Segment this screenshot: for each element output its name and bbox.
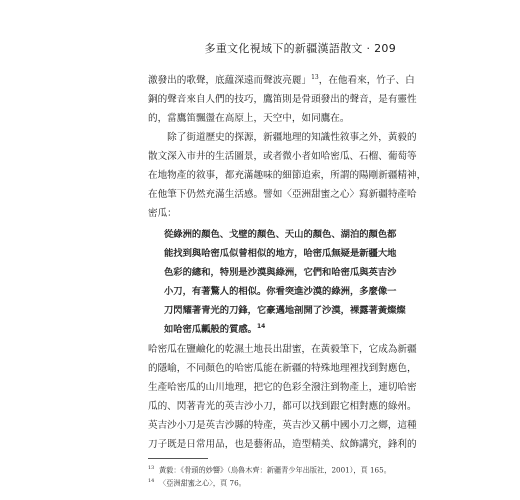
quote-line: 從綠洲的顏色、戈壁的顏色、天山的顏色、湖泊的顏色都: [164, 229, 397, 240]
text-line: 除了街道歷史的探源，新疆地理的知識性敘事之外，黃毅的: [148, 132, 417, 143]
quote-line: 能找到與哈密瓜似曾相似的地方，哈密瓜無疑是新疆大地: [164, 248, 397, 259]
footnote-14: $^{14}$ 〈亞洲甜蜜之心〉，頁 76。: [148, 478, 246, 488]
text-line: 瓜的、閃著青光的英吉沙小刀，都可以找到跟它相對應的綠州。: [148, 401, 417, 412]
main-text: [148, 71, 427, 454]
paragraph-1: [148, 71, 417, 128]
text-line: 的，當鷹笛飄盪在高原上，天空中，如同鷹在。: [148, 113, 350, 124]
footnote-ref-13: 13: [311, 73, 319, 81]
text-line: 生產哈密瓜的山川地理，把它的色彩全潑注到物產上，連切哈密: [148, 382, 417, 393]
text-line: 刀子既是日常用品，也是藝術品，造型精美、紋飾講究，鋒利的: [148, 439, 417, 450]
text-line: 密瓜：: [148, 208, 177, 219]
text-line: 散文深入市井的生活圖景，或者微小者如哈密瓜、石榴、葡萄等: [148, 151, 417, 162]
text-line: 的隱喻，不同顏色的哈密瓜能在新疆的特殊地理裡找到對應色，: [148, 363, 417, 374]
text-line: 在他筆下仍然充滿生活感。譬如〈亞洲甜蜜之心〉寫新疆特產哈: [148, 189, 417, 200]
quote-line: 如哈密瓜瓤般的質感。$^{14}$: [164, 322, 266, 335]
text-line: 銅的聲音來自人們的技巧，鷹笛則是骨頭發出的聲音，是有靈性: [148, 94, 417, 105]
text-line: 激發出的歌聲，底蘊深遠而聲波亮麗」$^{13}$，在他看來，竹子、白: [148, 73, 415, 86]
running-header: 多重文化視域下的新疆漢語散文 · 209: [204, 42, 396, 55]
text-line: 哈密瓜在鹽鹼化的乾濕土地長出甜蜜，在黃毅筆下，它成為新疆: [148, 344, 417, 355]
quote-line: 刀閃耀著青光的刀鋒，它豪邁地剖開了沙漠，裸露著黃燦燦: [164, 305, 406, 316]
paragraph-3: [148, 340, 417, 454]
footnotes: [148, 462, 398, 488]
text-line: 英吉沙小刀是英吉沙縣的特產，英吉沙又稱中國小刀之鄉，這種: [148, 420, 417, 431]
block-quote: [164, 225, 406, 339]
footnote-ref-14: 14: [256, 322, 266, 330]
quote-line: 色彩的總和，特別是沙漠與綠洲，它們和哈密瓜與英吉沙: [164, 267, 397, 278]
paragraph-2: [148, 128, 427, 223]
text-line: 在地物產的敘事，都充滿趣味的細節追索，所謂的陽剛新疆精神，: [148, 170, 427, 181]
quote-line: 小刀，有著驚人的相似。你看突進沙漠的綠洲，多麼像一: [164, 286, 397, 297]
footnote-13: $^{13}$ 黃毅：《骨頭的妙響》（烏魯木齊：新疆青少年出版社，2001），頁 165。: [148, 465, 391, 475]
footnote-divider: [148, 458, 208, 459]
